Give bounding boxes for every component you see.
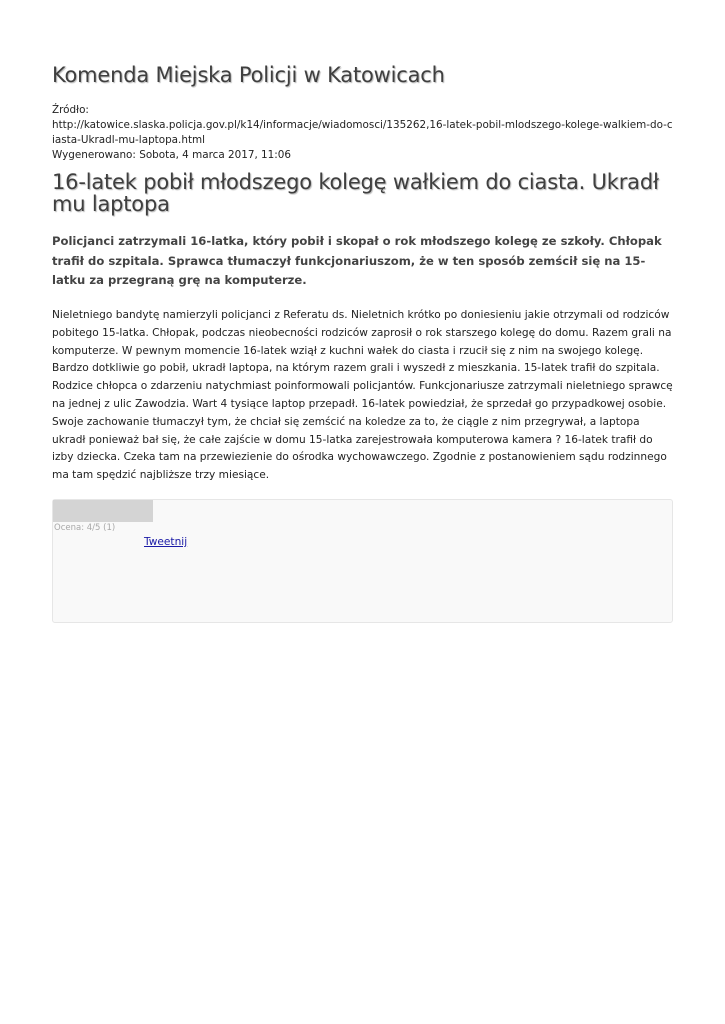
source-meta	[52, 103, 673, 163]
rating-fill	[53, 500, 133, 522]
article-lead: Policjanci zatrzymali 16-latka, który pobił i skopał o rok młodszego kolegę ze szkoły. Chłopak trafił do szpitala. Sprawca tłumaczył funkcjonariuszom, że w ten sposób zemścił się na 15-latku za przegraną grę na komputerze.	[52, 234, 662, 287]
source-url: http://katowice.slaska.policja.gov.pl/k14/informacje/wiadomosci/135262,16-latek-pobil-mlodszego-kolege-walkiem-do-ciasta-Ukradl-mu-laptopa.html	[52, 119, 673, 146]
tweet-link[interactable]: Tweetnij	[144, 536, 188, 548]
rating-text: Ocena: 4/5 (1)	[54, 523, 116, 533]
article-body: Nieletniego bandytę namierzyli policjanci z Referatu ds. Nieletnich krótko po doniesieniu jakie otrzymali od rodziców pobitego 15-latka. Chłopak, podczas nieobecności rodziców zaprosił o rok starszego kolegę do domu. Razem grali na komputerze. W pewnym momencie 16-latek wziął z kuchni wałek do ciasta i rzucił się z nim na swojego kolegę. Bardzo dotkliwie go pobił, ukradł laptopa, na którym razem grali i wyszedł z mieszkania. 15-latek trafił do szpitala. Rodzice chłopca o zdarzeniu natychmiast poinformowali policjantów. Funkcjonariusze zatrzymali nieletniego sprawcę na jednej z ulic Zawodzia. Wart 4 tysiące laptop przepadł. 16-latek powiedział, że sprzedał go przypadkowej osobie. Swoje zachowanie tłumaczył tym, że chciał się zemścić na koledze za to, że ciągle z nim przegrywał, a laptopa ukradł ponieważ bał się, że całe zajście w domu 15-latka zarejestrowała komputerowa kamera ? 16-latek trafił do izby dziecka. Czeka tam na przewiezienie do ośrodka wychowawczego. Zgodnie z postanowieniem sądu rodzinnego ma tam spędzić najbliższe trzy miesiące.	[52, 309, 673, 482]
site-title: Komenda Miejska Policji w Katowicach	[52, 63, 445, 87]
source-label: Źródło:	[52, 104, 89, 116]
rating-share-widget	[52, 499, 673, 623]
article-title: 16-latek pobił młodszego kolegę wałkiem do ciasta. Ukradł mu laptopa	[52, 170, 659, 216]
generated-date: Wygenerowano: Sobota, 4 marca 2017, 11:06	[52, 149, 291, 161]
rating-bar[interactable]	[53, 500, 153, 522]
